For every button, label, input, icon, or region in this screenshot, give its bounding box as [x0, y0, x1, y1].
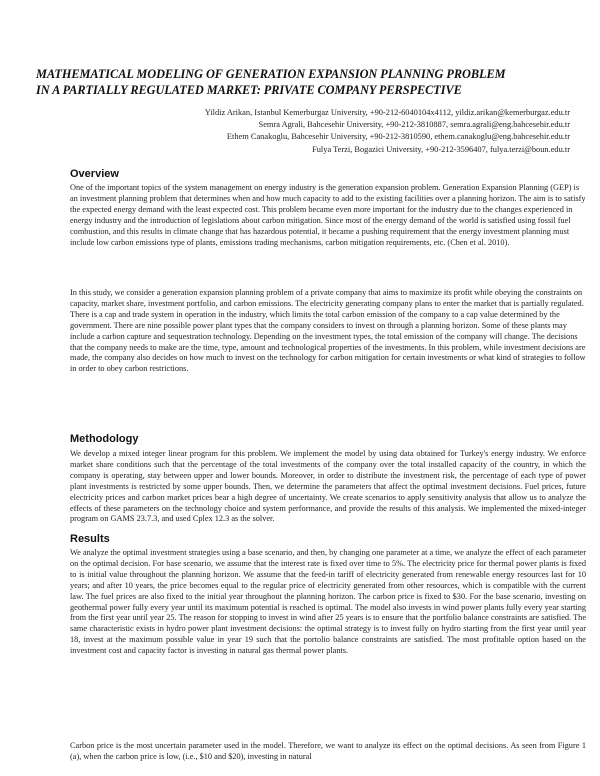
results-paragraph-1: We analyze the optimal investment strategies using a base scenario, and then, by changing one parameter at a time, we analyze the effect of each parameter on the optimal decision. For base scenario, we assume that the interest rate is fixed over time to 5%. The electricity price for thermal power plants is fixed to is initial value throughout the planning horizon. We assume that the feed-in tariff of electricity generated from renewable energy resources last for 10 years; and after 10 years, the price becomes equal to the regular price of electricity generated from other resources, which is compatible with the current law. The fuel prices are also fixed to the initial year throughout the planning horizon. The carbon price is fixed to $30. For the base scenario, investing on geothermal power fully every year until its maximum potential is reached is optimal. The model also invests in wind power plants fully every year starting from the first year until year 25. The reason for stopping to invest in wind after 25 years is to ensure that the portfolio balance constraints are satisfied. The same characteristic exists in hydro power plant investment decisions: the optimal strategy is to invest fully on hydro starting from the first year until year 18, invest at the maximum possible value in year 19 such that the portolio balance constraints are satisfied. The most profitable option based on the investment cost and capacity factor is investing in natural gas thermal power plants. [70, 548, 586, 656]
paper-title-line-2: IN A PARTIALLY REGULATED MARKET: PRIVATE COMPANY PERSPECTIVE [36, 83, 462, 97]
paper-title [36, 66, 576, 98]
overview-paragraph-2: In this study, we consider a generation expansion planning problem of a private company that aims to maximize its profit while obeying the constraints on capacity, market share, investment portfolio, and carbon emissions. The electricity generating company plans to enter the market that is partially regulated. There is a cap and trade system in operation in the industry, which limits the total carbon emission of the company to a cap value determined by the government. There are nine possible power plant types that the company considers to invest on through a planning horizon. Some of these plants may include a carbon capture and sequestration technology. Depending on the investment types, the total emission of the company will change. The decisions that the company needs to make are the time, type, amount and technological properties of the investments. In this problem, while investment decisions are made, the company also decides on how much to invest on the technology for carbon mitigation for certain investments or what kind of strategies to follow in order to obey carbon restrictions. [70, 288, 586, 374]
author-line: Fulya Terzi, Bogazici University, +90-212-3596407, fulya.terzi@boun.edu.tr [312, 144, 570, 154]
author-line: Semra Agrali, Bahcesehir University, +90-212-3810887, semra.agrali@eng.bahcesehir.edu.tr [258, 120, 570, 130]
author-line: Ethem Canakoglu, Bahcesehir University, +90-212-3810590, ethem.canakoglu@eng.bahcesehir.edu.tr [226, 132, 570, 142]
results-paragraph-2: Carbon price is the most uncertain parameter used in the model. Therefore, we want to analyze its effect on the optimal decisions. As seen from Figure 1 (a), when the carbon price is low, (i.e., $10 and $20), investing in natural [70, 741, 586, 761]
overview-heading: Overview [70, 168, 119, 180]
results-heading: Results [70, 533, 110, 545]
methodology-heading: Methodology [70, 433, 139, 445]
overview-paragraph-1: One of the important topics of the system management on energy industry is the generation expansion problem. Generation Expansion Planning (GEP) is an investment planning problem that determines when and how much capacity to add to the existing facilities over a planning horizon. The aim is to satisfy the expected energy demand with the least expected cost. This problem became even more important for the industry due to the changes experienced in energy industry and the introduction of legislations about carbon mitigation. Since most of the energy demand of the world is satisfied using fossil fuel combustion, and this results in climate change that has hazardous potential, it became a pushing requirement that the energy investment planning must include low carbon emissions type of plants, emissions trading mechanisms, carbon mitigation requirements, etc. (Chen et al. 2010). [70, 183, 586, 247]
author-line: Yildiz Arikan, Istanbul Kemerburgaz University, +90-212-6040104x4112, yildiz.arikan@kemerburgaz.edu.tr [204, 108, 570, 117]
author-list [50, 107, 570, 156]
methodology-paragraph: We develop a mixed integer linear program for this problem. We implement the model by using data obtained for Turkey's energy industry. We enforce market share conditions such that the percentage of the total investments of the company over the total installed capacity of the country, in which the company is operating, stay between upper and lower bounds. Moreover, in order to distribute the investment risk, the percentage of each type of power plant investments is restricted by some upper bounds. Then, we determine the parameters that affect the optimal investment decisions. Fuel prices, future electricity prices and carbon market prices bear a high degree of uncertainty. We create scenarios to apply sensitivity analysis that allow us to analyze the effects of these parameters on the technology choice and system performance, and provide the results of this analysis. We implemented the mixed-integer program on GAMS 23.7.3, and used Cplex 12.3 as the solver. [70, 449, 586, 524]
paper-title-line-1: MATHEMATICAL MODELING OF GENERATION EXPANSION PLANNING PROBLEM [36, 67, 506, 81]
